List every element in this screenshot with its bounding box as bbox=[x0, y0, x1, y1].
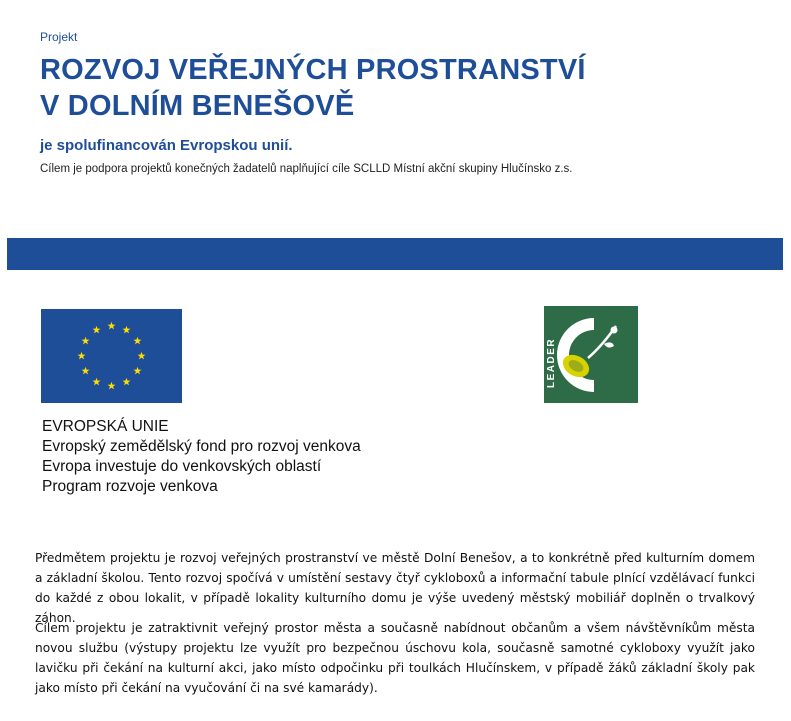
blue-band bbox=[7, 238, 783, 270]
goal-text: Cílem je podpora projektů konečných žadatelů naplňující cíle SCLLD Místní akční skupiny Hlučínsko z.s. bbox=[40, 163, 573, 175]
eu-line-2: Evropský zemědělský fond pro rozvoj venkova bbox=[42, 438, 361, 455]
leader-logo-text: LEADER bbox=[546, 337, 557, 388]
leader-logo bbox=[544, 306, 638, 403]
paragraph-project-subject: Předmětem projektu je rozvoj veřejných prostranství ve městě Dolní Benešov, a to konkrétně před kulturním domem a základní školou. Tento rozvoj spočívá v umístění sestavy čtyř cykloboxů a informační tabule plnící vzdělávací funkci do každé z obou lokalit, v případě lokality kulturního domu je výše uvedený městský mobiliář doplněn o trvalkový záhon. bbox=[35, 551, 755, 625]
eu-line-4: Program rozvoje venkova bbox=[42, 478, 218, 495]
eu-funding-text bbox=[42, 417, 361, 497]
eu-line-1: EVROPSKÁ UNIE bbox=[42, 418, 169, 435]
project-title bbox=[40, 52, 586, 124]
paragraph-project-goal: Cílem projektu je zatraktivnit veřejný prostor města a současně nabídnout občanům a všem návštěvníkům města novou službu (výstupy projektu lze využít pro bezpečnou úschovu kola, současně samotné cykloboxy využít jako lavičku při čekání na kulturní akci, jako místo odpočinku při toulkách Hlučínskem, v případě žáků základní školy pak jako místo při čekání na vyučování či na své kamarády). bbox=[35, 621, 755, 695]
title-line-2: V DOLNÍM BENEŠOVĚ bbox=[40, 90, 355, 122]
leader-logo-bud bbox=[611, 327, 618, 334]
cofinanced-text: je spolufinancován Evropskou unií. bbox=[40, 137, 293, 154]
eu-line-3: Evropa investuje do venkovských oblastí bbox=[42, 458, 322, 475]
title-line-1: ROZVOJ VEŘEJNÝCH PROSTRANSTVÍ bbox=[40, 54, 586, 86]
project-label: Projekt bbox=[40, 30, 78, 44]
eu-flag-icon bbox=[41, 309, 182, 403]
